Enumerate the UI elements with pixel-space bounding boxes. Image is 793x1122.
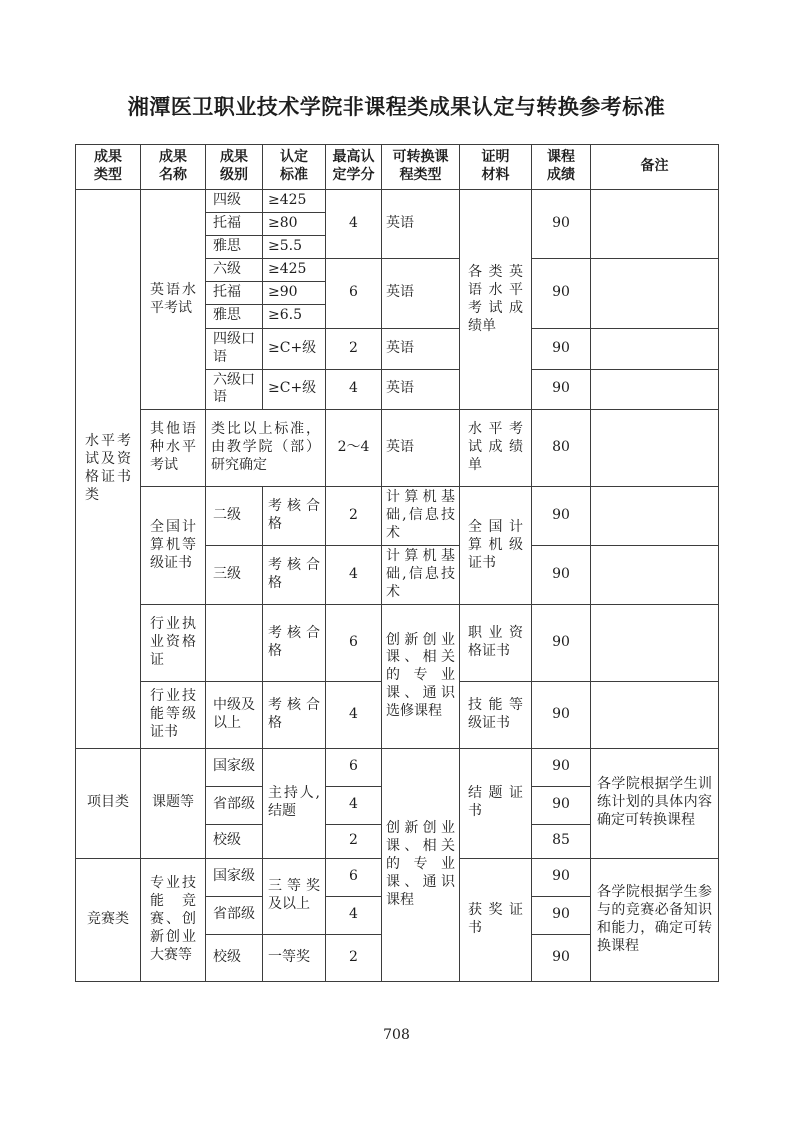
level-cell: 三级 bbox=[206, 546, 263, 605]
remark-cell-empty bbox=[591, 258, 719, 328]
col-header-achievement-type: 成果类型 bbox=[76, 145, 141, 190]
achievement-name-other-language-cell: 其他语种水平考试 bbox=[141, 410, 206, 487]
level-cell: 二级 bbox=[206, 487, 263, 546]
remark-cell-empty bbox=[591, 546, 719, 605]
col-header-convertible-course: 可转换课程类型 bbox=[382, 145, 460, 190]
course-type-cell: 英语 bbox=[382, 369, 460, 410]
standard-cell: ≥5.5 bbox=[263, 235, 326, 258]
course-type-cell: 创新创业课、相关的专业课、通识课程 bbox=[382, 748, 460, 981]
page-number: 708 bbox=[383, 1027, 410, 1043]
table-row bbox=[76, 604, 719, 681]
achievement-name-computer-cell: 全国计算机等级证书 bbox=[141, 487, 206, 604]
course-type-cell: 计算机基础,信息技术 bbox=[382, 546, 460, 605]
remark-cell: 各学院根据学生训练计划的具体内容确定可转换课程 bbox=[591, 748, 719, 858]
level-cell: 省部级 bbox=[206, 786, 263, 824]
credit-cell: 4 bbox=[326, 546, 382, 605]
score-cell: 90 bbox=[532, 748, 591, 786]
score-cell: 90 bbox=[532, 546, 591, 605]
level-cell: 校级 bbox=[206, 824, 263, 858]
table-row bbox=[76, 748, 719, 786]
credit-cell: 2 bbox=[326, 934, 382, 981]
standard-cell: ≥C+级 bbox=[263, 369, 326, 410]
credit-cell: 6 bbox=[326, 604, 382, 681]
col-header-achievement-name: 成果名称 bbox=[141, 145, 206, 190]
level-cell: 托福 bbox=[206, 281, 263, 304]
group-type-exams-cell: 水平考试及资格证书类 bbox=[76, 190, 141, 749]
level-cell: 托福 bbox=[206, 212, 263, 235]
score-cell: 90 bbox=[532, 190, 591, 259]
proof-cell: 职业资格证书 bbox=[460, 604, 532, 681]
remark-cell-empty bbox=[591, 369, 719, 410]
level-cell: 六级口语 bbox=[206, 369, 263, 410]
credit-cell: 4 bbox=[326, 190, 382, 259]
standard-cell: ≥90 bbox=[263, 281, 326, 304]
level-cell: 六级 bbox=[206, 258, 263, 281]
achievement-name-industry-skill-cell: 行业技能等级证书 bbox=[141, 681, 206, 748]
level-cell: 国家级 bbox=[206, 748, 263, 786]
group-type-competition-cell: 竞赛类 bbox=[76, 858, 141, 981]
credit-cell: 6 bbox=[326, 748, 382, 786]
standard-cell: ≥425 bbox=[263, 190, 326, 213]
credit-cell: 4 bbox=[326, 786, 382, 824]
level-cell: 雅思 bbox=[206, 235, 263, 258]
score-cell: 90 bbox=[532, 328, 591, 369]
level-cell: 校级 bbox=[206, 934, 263, 981]
standard-cell: ≥425 bbox=[263, 258, 326, 281]
achievement-name-competition-cell: 专业技能竞赛、创新创业大赛等 bbox=[141, 858, 206, 981]
remark-cell-empty bbox=[591, 190, 719, 259]
credit-cell: 2 bbox=[326, 487, 382, 546]
score-cell: 90 bbox=[532, 681, 591, 748]
standard-cell: ≥C+级 bbox=[263, 328, 326, 369]
level-cell: 省部级 bbox=[206, 896, 263, 934]
level-cell: 四级口语 bbox=[206, 328, 263, 369]
standard-cell: ≥6.5 bbox=[263, 304, 326, 328]
standard-cell: 三等奖及以上 bbox=[263, 858, 326, 934]
score-cell: 90 bbox=[532, 604, 591, 681]
remark-cell-empty bbox=[591, 604, 719, 681]
proof-cell: 各类英语水平考试成绩单 bbox=[460, 190, 532, 410]
score-cell: 90 bbox=[532, 258, 591, 328]
col-header-course-score: 课程成绩 bbox=[532, 145, 591, 190]
score-cell: 90 bbox=[532, 858, 591, 896]
standard-cell: 主持人,结题 bbox=[263, 748, 326, 858]
standard-cell: 考核合格 bbox=[263, 487, 326, 546]
proof-cell: 技能等级证书 bbox=[460, 681, 532, 748]
score-cell: 90 bbox=[532, 487, 591, 546]
credit-cell: 2 bbox=[326, 824, 382, 858]
standard-cell: 考核合格 bbox=[263, 681, 326, 748]
remark-cell-empty bbox=[591, 487, 719, 546]
course-type-cell: 创新创业课、相关的专业课、通识选修课程 bbox=[382, 604, 460, 748]
course-type-cell: 英语 bbox=[382, 410, 460, 487]
score-cell: 90 bbox=[532, 934, 591, 981]
score-cell: 80 bbox=[532, 410, 591, 487]
score-cell: 90 bbox=[532, 369, 591, 410]
remark-cell-empty bbox=[591, 681, 719, 748]
score-cell: 90 bbox=[532, 786, 591, 824]
course-type-cell: 英语 bbox=[382, 190, 460, 259]
credit-cell: 6 bbox=[326, 258, 382, 328]
course-type-cell: 英语 bbox=[382, 328, 460, 369]
level-cell: 四级 bbox=[206, 190, 263, 213]
table-row bbox=[76, 190, 719, 213]
proof-cell: 结题证书 bbox=[460, 748, 532, 858]
level-cell-empty bbox=[206, 604, 263, 681]
col-header-standard: 认定标准 bbox=[263, 145, 326, 190]
proof-cell: 水平考试成绩单 bbox=[460, 410, 532, 487]
group-type-project-cell: 项目类 bbox=[76, 748, 141, 858]
header-row bbox=[76, 145, 719, 190]
col-header-achievement-level: 成果级别 bbox=[206, 145, 263, 190]
table-row bbox=[76, 410, 719, 487]
col-header-proof-material: 证明材料 bbox=[460, 145, 532, 190]
col-header-remark: 备注 bbox=[591, 145, 719, 190]
achievement-name-industry-license-cell: 行业执业资格证 bbox=[141, 604, 206, 681]
achievement-name-project-cell: 课题等 bbox=[141, 748, 206, 858]
level-cell: 国家级 bbox=[206, 858, 263, 896]
table-row bbox=[76, 487, 719, 546]
remark-cell-empty bbox=[591, 328, 719, 369]
proof-cell: 全国计算机级证书 bbox=[460, 487, 532, 604]
credit-cell: 4 bbox=[326, 369, 382, 410]
level-cell: 雅思 bbox=[206, 304, 263, 328]
standard-cell: ≥80 bbox=[263, 212, 326, 235]
credit-cell: 6 bbox=[326, 858, 382, 896]
score-cell: 90 bbox=[532, 896, 591, 934]
course-type-cell: 计算机基础,信息技术 bbox=[382, 487, 460, 546]
page-title: 湘潭医卫职业技术学院非课程类成果认定与转换参考标准 bbox=[127, 94, 666, 119]
credit-cell: 2 bbox=[326, 328, 382, 369]
level-cell: 中级及以上 bbox=[206, 681, 263, 748]
achievement-name-english-cell: 英语水平考试 bbox=[141, 190, 206, 410]
credit-cell: 2～4 bbox=[326, 410, 382, 487]
credit-cell: 4 bbox=[326, 896, 382, 934]
remark-cell: 各学院根据学生参与的竞赛必备知识和能力，确定可转换课程 bbox=[591, 858, 719, 981]
standard-cell: 类比以上标准，由教学院（部）研究确定 bbox=[206, 410, 326, 487]
conversion-standards-table bbox=[75, 144, 719, 982]
standard-cell: 考核合格 bbox=[263, 546, 326, 605]
proof-cell: 获奖证书 bbox=[460, 858, 532, 981]
score-cell: 85 bbox=[532, 824, 591, 858]
course-type-cell: 英语 bbox=[382, 258, 460, 328]
standard-cell: 考核合格 bbox=[263, 604, 326, 681]
col-header-max-credit: 最高认定学分 bbox=[326, 145, 382, 190]
standard-cell: 一等奖 bbox=[263, 934, 326, 981]
credit-cell: 4 bbox=[326, 681, 382, 748]
remark-cell-empty bbox=[591, 410, 719, 487]
